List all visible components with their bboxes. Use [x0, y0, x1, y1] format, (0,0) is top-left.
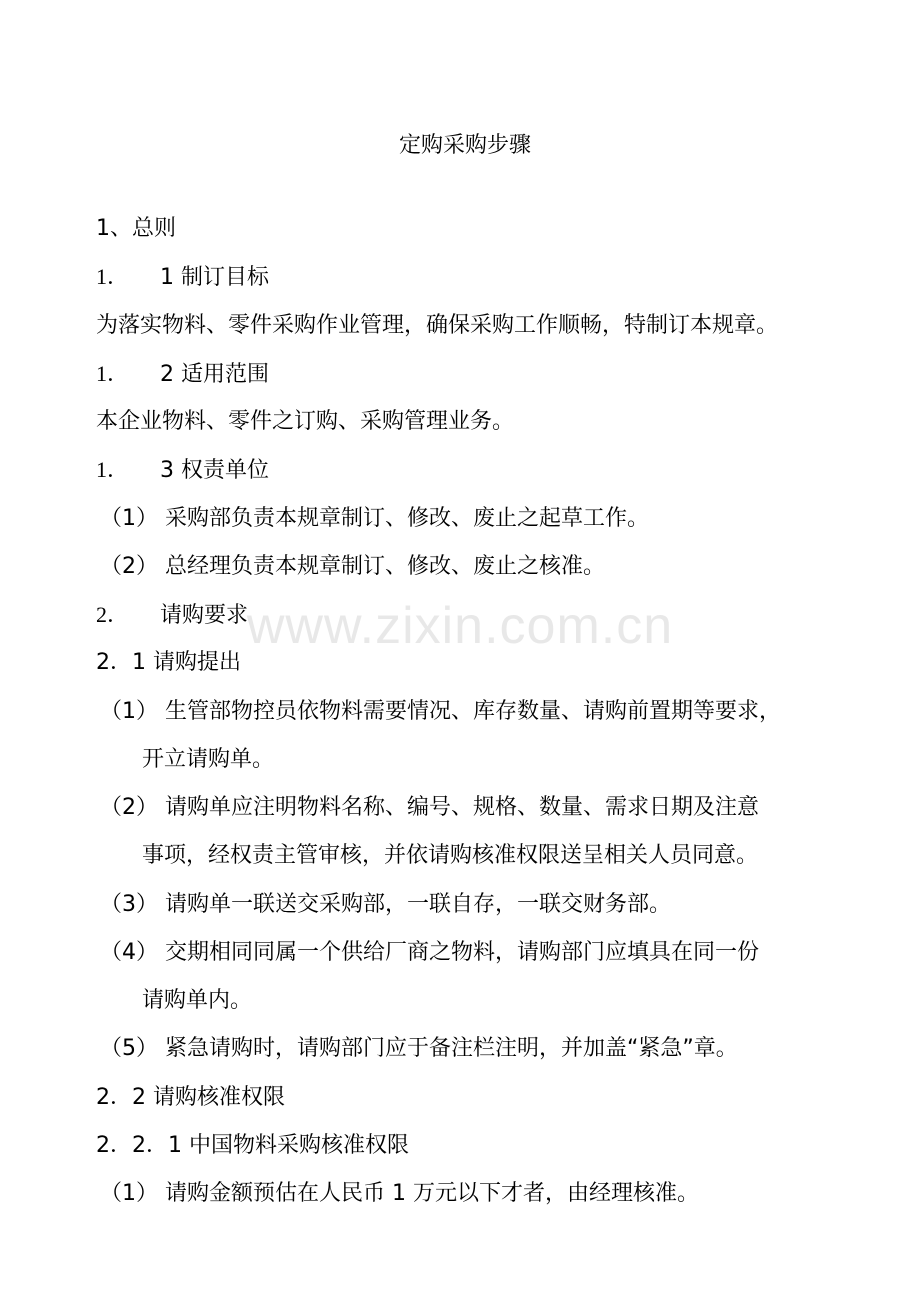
- list-item: （5） 紧急请购时，请购部门应于备注栏注明，并加盖“紧急”章。: [100, 1036, 738, 1061]
- paragraph: 本企业物料、零件之订购、采购管理业务。: [96, 409, 515, 434]
- section-2-2-1-heading: 2．2．1 中国物料采购核准权限: [96, 1133, 409, 1158]
- section-1-1-heading: [96, 259, 269, 296]
- section-label: 1 制订目标: [160, 265, 269, 290]
- section-2-heading: [96, 597, 248, 634]
- section-label: 3 权责单位: [160, 458, 269, 483]
- list-item: （4） 交期相同同属一个供给厂商之物料，请购部门应填具在同一份: [100, 940, 759, 965]
- section-number: 1．: [96, 264, 130, 289]
- list-item-continuation: 请购单内。: [142, 988, 253, 1013]
- list-item: （1） 采购部负责本规章制订、修改、废止之起草工作。: [100, 506, 649, 531]
- watermark: www.zixin.com.cn: [246, 597, 674, 655]
- section-2-2-heading: 2．2 请购核准权限: [96, 1085, 285, 1110]
- document-title: 定购采购步骤: [398, 133, 531, 158]
- list-item: （1） 生管部物控员依物料需要情况、库存数量、请购前置期等要求，: [100, 699, 781, 724]
- section-number: 1．: [96, 361, 130, 386]
- paragraph: 为落实物料、零件采购作业管理，确保采购工作顺畅，特制订本规章。: [96, 313, 779, 338]
- list-item: （2） 请购单应注明物料名称、编号、规格、数量、需求日期及注意: [100, 795, 759, 820]
- section-1-3-heading: [96, 452, 269, 489]
- section-2-1-heading: 2．1 请购提出: [96, 650, 241, 675]
- section-1-heading: 1、总则: [96, 216, 176, 241]
- section-number: 1．: [96, 457, 130, 482]
- list-item: （1） 请购金额预估在人民币 1 万元以下才者，由经理核准。: [100, 1181, 699, 1206]
- list-item: （2） 总经理负责本规章制订、修改、废止之核准。: [100, 554, 605, 579]
- section-label: 2 适用范围: [160, 362, 269, 387]
- section-number: 2．: [96, 602, 130, 627]
- section-1-2-heading: [96, 356, 269, 393]
- list-item: （3） 请购单一联送交采购部，一联自存，一联交财务部。: [100, 892, 671, 917]
- list-item-continuation: 事项，经权责主管审核，并依请购核准权限送呈相关人员同意。: [142, 843, 759, 868]
- list-item-continuation: 开立请购单。: [142, 747, 275, 772]
- section-label: 请购要求: [160, 603, 249, 628]
